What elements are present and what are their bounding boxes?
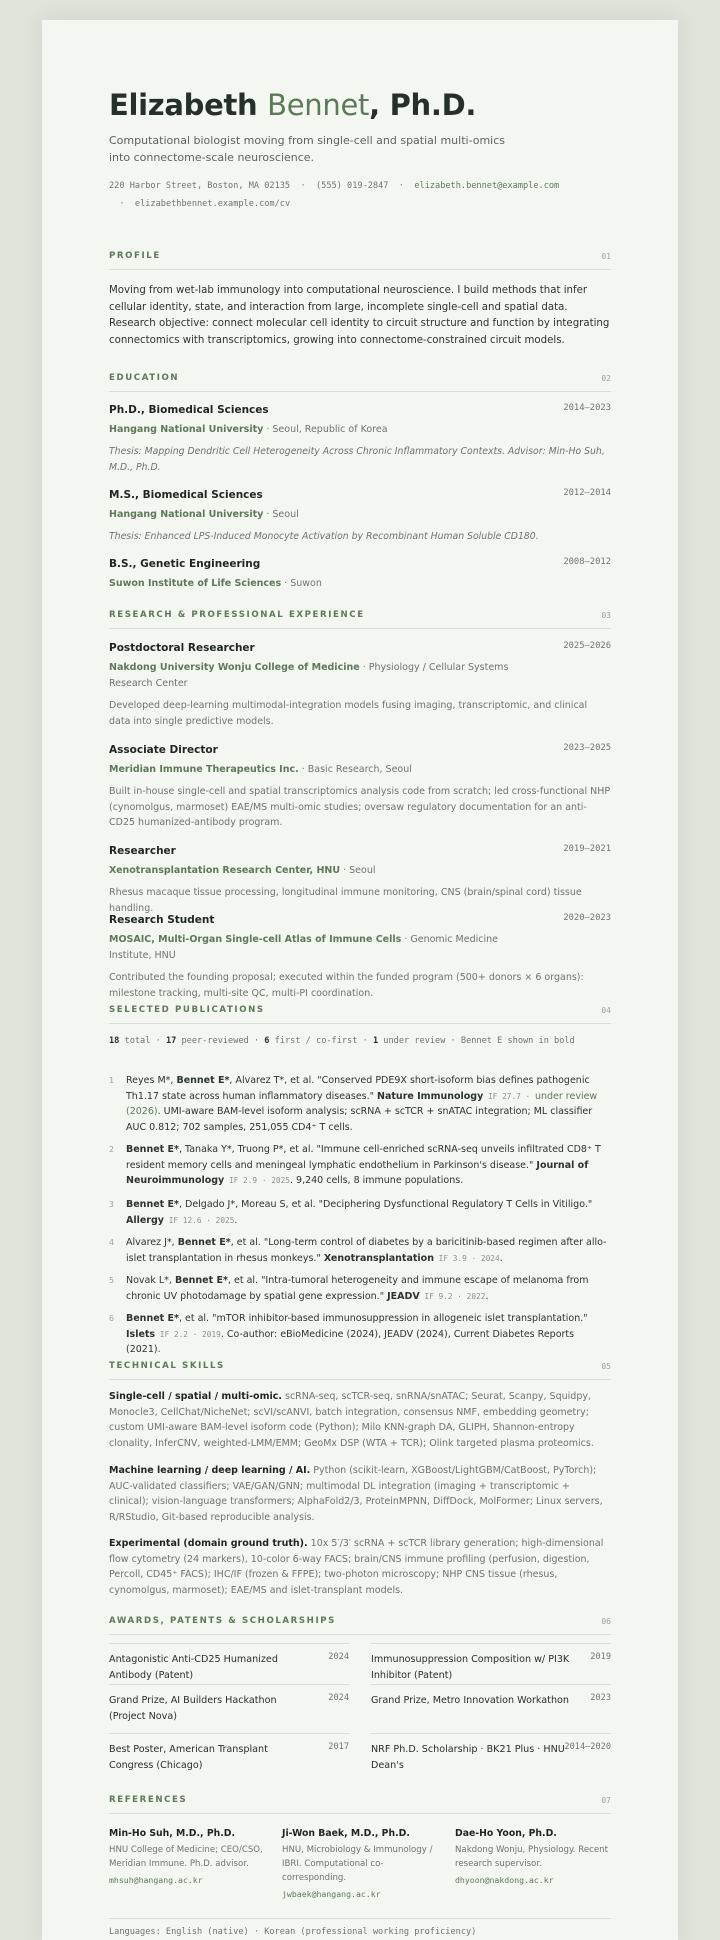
section-number: 06 xyxy=(601,1617,611,1626)
experience-entry xyxy=(109,742,611,831)
reference-name: Ji-Won Baek, M.D., Ph.D. xyxy=(282,1828,410,1839)
org-line xyxy=(109,660,529,692)
award-item xyxy=(371,1684,611,1706)
separator: · xyxy=(398,181,404,191)
impact-factor: IF 9.2 · 2022 xyxy=(419,1291,486,1301)
award-title: NRF Ph.D. Scholarship · BK21 Plus · HNU Dean's xyxy=(371,1744,565,1771)
award-title: Antagonistic Anti-CD25 Humanized Antibody (Patent) xyxy=(109,1654,278,1681)
self-author: Bennet E* xyxy=(177,1237,231,1248)
section-title: PROFILE xyxy=(109,251,161,261)
authors: Alvarez J*, xyxy=(126,1237,178,1248)
publication-item xyxy=(109,1273,611,1304)
description: Rhesus macaque tissue processing, longitudinal immune monitoring, CNS (brain/spinal cord) tissue handling. xyxy=(109,887,582,914)
dates: 2023–2025 xyxy=(563,743,611,753)
section-header-profile xyxy=(109,251,611,270)
education-entry xyxy=(109,556,611,592)
section-title: REFERENCES xyxy=(109,1795,188,1805)
award-year: 2023 xyxy=(590,1693,611,1703)
experience-entry xyxy=(109,843,611,916)
self-author: Bennet E* xyxy=(176,1075,230,1086)
website-link[interactable]: elizabethbennet.example.com/cv xyxy=(134,199,291,209)
section-header-references xyxy=(109,1795,611,1814)
skill-list: Python (scikit-learn, XGBoost/LightGBM/CatBoost, PyTorch); AUC-validated classifiers; VAE/GAN/GNN; multimodal DL integration (imaging + transcriptomic + clinical); vision-language transformers; AlphaFold2/3, ProteinMPNN, DiffDock, MolFormer; Linux servers, R/RStudio, Git-based reproducible analysis. xyxy=(109,1465,603,1523)
tagline: Computational biologist moving from single-cell and spatial multi-omics into connectome-scale neuroscience. xyxy=(109,134,506,164)
authors: Novak L*, xyxy=(126,1275,175,1286)
self-author: Bennet E* xyxy=(126,1313,179,1324)
dates: 2012–2014 xyxy=(563,488,611,498)
section-number: 02 xyxy=(601,374,611,383)
section-number: 05 xyxy=(601,1362,611,1371)
organization: Meridian Immune Therapeutics Inc. xyxy=(109,764,299,775)
publication-note: . Co-author: eBioMedicine (2024), JEADV (2024), Current Diabetes Reports (2021). xyxy=(126,1328,575,1355)
role: Research Student xyxy=(109,914,215,926)
dates: 2019–2021 xyxy=(563,844,611,854)
section-number: 04 xyxy=(601,1006,611,1015)
journal: JEADV xyxy=(387,1290,420,1302)
contact-line xyxy=(109,177,611,213)
impact-factor: IF 2.9 · 2025 xyxy=(224,1176,290,1185)
skill-label: Single-cell / spatial / multi-omic. xyxy=(109,1391,282,1402)
school-line xyxy=(109,576,529,592)
journal: Xenotransplantation xyxy=(323,1252,434,1264)
degree: M.S., Biomedical Sciences xyxy=(109,489,263,501)
dates: 2008–2012 xyxy=(563,557,611,567)
first-name: Elizabeth xyxy=(109,88,258,122)
award-item xyxy=(371,1733,611,1771)
degree: B.S., Genetic Engineering xyxy=(109,558,261,570)
peer-count: 17 xyxy=(165,1036,177,1046)
school: Hangang National University xyxy=(109,509,264,520)
review-count: 1 xyxy=(372,1036,379,1046)
org-detail: · Basic Research, Seoul xyxy=(298,764,412,775)
citation: , et al. "mTOR inhibitor-based immunosuppression in allogeneic islet transplantation." xyxy=(178,1313,588,1324)
description: Contributed the founding proposal; executed within the funded program (500+ donors × 6 organs): milestone tracking, multi-site QC, multi-PI coordination. xyxy=(109,972,584,999)
publication-number: 6 xyxy=(109,1313,114,1323)
impact-factor: IF 12.6 · 2025 xyxy=(164,1215,235,1225)
org-detail: · Genomic Medicine Institute, HNU xyxy=(109,934,498,961)
journal: Islets xyxy=(126,1328,156,1340)
publication-note: . xyxy=(485,1290,489,1302)
org-line xyxy=(109,932,529,964)
location: · Seoul, Republic of Korea xyxy=(263,424,388,435)
publication-item xyxy=(109,1311,611,1358)
thesis: Thesis: Mapping Dendritic Cell Heterogeneity Across Chronic Inflammatory Contexts. Advisor: Min-Ho Suh, M.D., Ph.D. xyxy=(109,446,605,473)
publication-number: 2 xyxy=(109,1144,114,1154)
award-item xyxy=(109,1733,349,1771)
award-year: 2019 xyxy=(590,1652,611,1662)
citation: , Tanaka Y*, Truong P*, et al. "Immune cell-enriched scRNA-seq unveils infiltrated CD8⁺ T resident memory cells and meningeal lymphatic endothelium in Parkinson's disease." xyxy=(126,1144,601,1171)
role: Associate Director xyxy=(109,744,218,756)
org-detail: · Physiology / Cellular Systems Research Center xyxy=(109,662,509,689)
reference-description: HNU, Microbiology & Immunology / IBRI. Computational co-corresponding. xyxy=(282,1845,433,1883)
org-line xyxy=(109,863,529,879)
publication-item xyxy=(109,1197,611,1228)
citation: , et al. "Long-term control of diabetes by a baricitinib-based regimen after allo-islet transplantation in rhesus monkeys." xyxy=(126,1237,607,1264)
reference-card xyxy=(455,1826,615,1885)
school-line xyxy=(109,422,529,438)
skill-group xyxy=(109,1536,611,1598)
skill-group xyxy=(109,1389,611,1451)
school: Suwon Institute of Life Sciences xyxy=(109,578,282,589)
experience-entry xyxy=(109,912,611,1001)
total-count: 18 xyxy=(109,1036,120,1046)
section-title: SELECTED PUBLICATIONS xyxy=(109,1005,265,1015)
school-line xyxy=(109,507,529,523)
award-title: Immunosuppression Composition w/ PI3K Inhibitor (Patent) xyxy=(371,1654,570,1681)
publication-note: . xyxy=(234,1214,238,1226)
summary-label: peer-reviewed · xyxy=(176,1036,265,1046)
organization: Nakdong University Wonju College of Medicine xyxy=(109,662,360,673)
citation: , Alvarez T*, et al. "Conserved PDE9X short-isoform bias defines pathogenic Th1.17 state across human inflammatory diseases." xyxy=(126,1075,590,1102)
skill-group xyxy=(109,1463,611,1525)
phone: (555) 019-2847 xyxy=(316,181,389,191)
award-item xyxy=(109,1684,349,1722)
publication-status: under review (2026) xyxy=(126,1090,598,1117)
reference-email[interactable]: jwbaek@hangang.ac.kr xyxy=(282,1889,381,1899)
award-title: Grand Prize, Metro Innovation Workathon xyxy=(371,1695,569,1706)
reference-name: Min-Ho Suh, M.D., Ph.D. xyxy=(109,1828,236,1839)
reference-description: HNU College of Medicine; CEO/CSO, Meridian Immune. Ph.D. advisor. xyxy=(109,1845,263,1869)
summary-label: under review · Bennet E shown in bold xyxy=(378,1036,575,1046)
section-header-skills xyxy=(109,1361,611,1380)
profile-text: Moving from wet-lab immunology into computational neuroscience. I build methods that infer cellular identity, state, and interaction from large, incomplete single-cell and spatial data. Research objective: connect molecular cell identity to circuit structure and function by integrating connectomics with transcriptomics, growing into connectome-constrained circuit models. xyxy=(109,285,610,346)
award-year: 2014–2020 xyxy=(564,1742,611,1752)
section-header-education xyxy=(109,373,611,392)
impact-factor: IF 27.7 · xyxy=(483,1091,535,1101)
candidate-name xyxy=(109,88,476,122)
section-title: EDUCATION xyxy=(109,373,180,383)
org-detail: · Seoul xyxy=(340,865,376,876)
impact-factor: IF 3.9 · 2024 xyxy=(433,1253,500,1263)
skill-list: 10x 5′/3′ scRNA + scTCR library generation; high-dimensional flow cytometry (24 markers), 10-color 6-way FACS; brain/CNS immune profiling (perfusion, digestion, Percoll, CD45⁺ FACS); IHC/IF (frozen & FFPE); two-photon microscopy; NHP CNS tissue (rhesus, cynomolgus, marmoset); EAE/MS and islet-transplant models. xyxy=(109,1538,604,1596)
reference-card xyxy=(109,1826,269,1885)
organization: MOSAIC, Multi-Organ Single-cell Atlas of Immune Cells xyxy=(109,934,402,945)
journal: Allergy xyxy=(126,1214,164,1226)
section-title: TECHNICAL SKILLS xyxy=(109,1361,225,1371)
section-number: 07 xyxy=(601,1796,611,1805)
impact-factor: IF 2.2 · 2019 xyxy=(155,1329,221,1339)
first-count: 6 xyxy=(264,1036,270,1046)
experience-entry xyxy=(109,640,611,729)
resume-page xyxy=(42,20,678,1940)
publication-number: 1 xyxy=(109,1075,114,1085)
section-header-awards xyxy=(109,1616,611,1635)
publication-note: . UMI-aware BAM-level isoform analysis; scRNA + scTCR + snATAC integration; ML classifier AUC 0.812; 702 samples, 251,055 CD4⁺ T cells. xyxy=(126,1106,593,1133)
authors: Reyes M*, xyxy=(126,1075,177,1086)
section-title: AWARDS, PATENTS & SCHOLARSHIPS xyxy=(109,1616,336,1626)
name-suffix: , Ph.D. xyxy=(369,88,477,122)
email-link[interactable]: elizabeth.bennet@example.com xyxy=(414,181,560,191)
award-year: 2024 xyxy=(328,1693,349,1703)
reference-email[interactable]: dhyoon@nakdong.ac.kr xyxy=(455,1875,554,1885)
description: Built in-house single-cell and spatial transcriptomics analysis code from scratch; led cross-functional NHP (cynomolgus, marmoset) EAE/MS multi-omic studies; oversaw regulatory documentation for an anti-CD25 humanized-antibody program. xyxy=(109,786,611,828)
reference-card xyxy=(282,1826,442,1899)
award-title: Grand Prize, AI Builders Hackathon (Project Nova) xyxy=(109,1695,277,1722)
citation: , et al. "Intra-tumoral heterogeneity and immune escape of melanoma from chronic UV photodamage by spatial gene expression." xyxy=(126,1275,589,1302)
education-entry xyxy=(109,402,611,475)
citation: , Delgado J*, Moreau S, et al. "Deciphering Dysfunctional Regulatory T Cells in Vitiligo." xyxy=(178,1199,593,1210)
self-author: Bennet E* xyxy=(174,1275,228,1286)
summary-label: total · xyxy=(119,1036,166,1046)
publication-number: 3 xyxy=(109,1199,114,1209)
section-header-publications xyxy=(109,1005,611,1024)
section-number: 01 xyxy=(601,252,611,261)
address: 220 Harbor Street, Boston, MA 02135 xyxy=(109,181,291,191)
journal: Journal of Neuroimmunology xyxy=(126,1159,589,1186)
location: · Suwon xyxy=(281,578,322,589)
award-item xyxy=(371,1643,611,1681)
education-entry xyxy=(109,487,611,545)
publication-item xyxy=(109,1073,611,1135)
role: Researcher xyxy=(109,845,176,857)
separator: · xyxy=(300,181,306,191)
section-title: RESEARCH & PROFESSIONAL EXPERIENCE xyxy=(109,610,365,620)
dates: 2025–2026 xyxy=(563,641,611,651)
org-line xyxy=(109,762,529,778)
dates: 2020–2023 xyxy=(563,913,611,923)
school: Hangang National University xyxy=(109,424,264,435)
description: Developed deep-learning multimodal-integration models fusing imaging, transcriptomic, and clinical data into single predictive models. xyxy=(109,700,588,727)
publication-item xyxy=(109,1235,611,1266)
skill-list: scRNA-seq, scTCR-seq, snRNA/snATAC; Seurat, Scanpy, Squidpy, Monocle3, CellChat/NicheNet; scVI/scANVI, batch integration, consensus NMF, embedding geometry; custom UMI-aware BAM-level isoform code (Python); Milo KNN-graph DA, GLIPH, Shannon-entropy clonality, InferCNV, weighted-LMM/EMM; GeoMx DSP (WTA + TCR); Olink targeted plasma proteomics. xyxy=(109,1391,594,1449)
skill-label: Experimental (domain ground truth). xyxy=(109,1538,308,1549)
role: Postdoctoral Researcher xyxy=(109,642,255,654)
section-number: 03 xyxy=(601,611,611,620)
journal: Nature Immunology xyxy=(377,1090,484,1102)
languages-line: Languages: English (native) · Korean (professional working proficiency) xyxy=(109,1918,611,1937)
publication-number: 5 xyxy=(109,1275,114,1285)
award-title: Best Poster, American Transplant Congress (Chicago) xyxy=(109,1744,268,1771)
last-name: Bennet xyxy=(267,88,370,122)
degree: Ph.D., Biomedical Sciences xyxy=(109,404,269,416)
skill-label: Machine learning / deep learning / AI. xyxy=(109,1465,311,1476)
thesis: Thesis: Enhanced LPS-Induced Monocyte Activation by Recombinant Human Soluble CD180. xyxy=(109,531,539,542)
publication-note: . xyxy=(499,1252,503,1264)
organization: Xenotransplantation Research Center, HNU xyxy=(109,865,341,876)
award-item xyxy=(109,1643,349,1681)
location: · Seoul xyxy=(263,509,299,520)
section-header-experience xyxy=(109,610,611,629)
self-author: Bennet E* xyxy=(126,1144,179,1155)
publication-number: 4 xyxy=(109,1237,114,1247)
self-author: Bennet E* xyxy=(126,1199,179,1210)
publication-summary xyxy=(109,1033,611,1049)
award-year: 2024 xyxy=(328,1652,349,1662)
dates: 2014–2023 xyxy=(563,403,611,413)
summary-label: first / co-first · xyxy=(269,1036,373,1046)
publication-note: . 9,240 cells, 8 immune populations. xyxy=(289,1175,464,1186)
reference-name: Dae-Ho Yoon, Ph.D. xyxy=(455,1828,557,1839)
reference-email[interactable]: mhsuh@hangang.ac.kr xyxy=(109,1875,203,1885)
reference-description: Nakdong Wonju, Physiology. Recent research supervisor. xyxy=(455,1845,608,1869)
award-year: 2017 xyxy=(328,1742,349,1752)
separator: · xyxy=(119,199,125,209)
publication-item xyxy=(109,1142,611,1189)
